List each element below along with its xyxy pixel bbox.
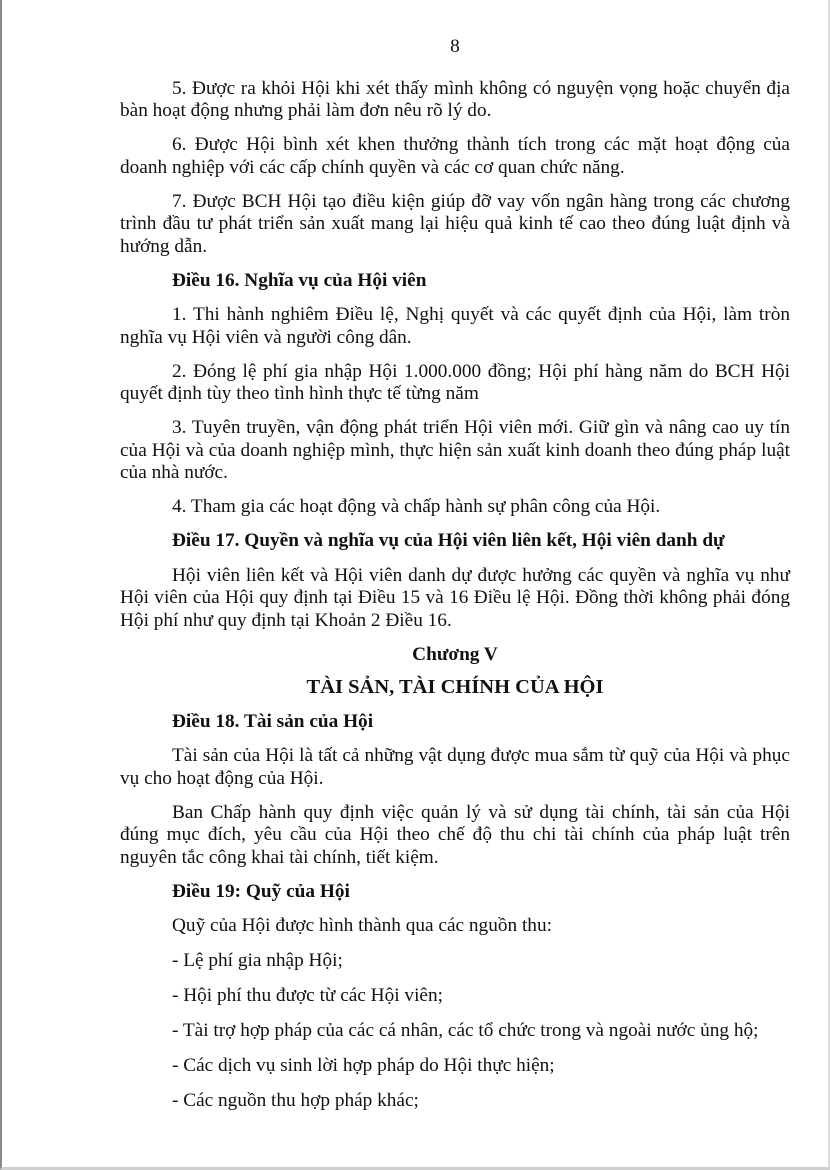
article-16-item-3: 3. Tuyên truyền, vận động phát triển Hội viên mới. Giữ gìn và nâng cao uy tín của Hội và của doanh nghiệp mình, thực hiện sản xuất kinh doanh theo đúng pháp luật của nhà nước.	[120, 417, 790, 483]
page-number: 8	[450, 36, 460, 57]
article-19-intro: Quỹ của Hội được hình thành qua các nguồn thu:	[172, 915, 552, 936]
article-16-heading: Điều 16. Nghĩa vụ của Hội viên	[172, 269, 427, 291]
article-18-para-2: Ban Chấp hành quy định việc quản lý và sử dụng tài chính, tài sản của Hội đúng mục đích, yêu cầu của Hội theo chế độ thu chi tài chính của pháp luật trên nguyên tắc công khai tài chính, tiết kiệm.	[120, 801, 790, 868]
article-16-item-4: 4. Tham gia các hoạt động và chấp hành sự phân công của Hội.	[172, 496, 661, 517]
article-18-para-1: Tài sản của Hội là tất cả những vật dụng được mua sắm từ quỹ của Hội và phục vụ cho hoạt động của Hội.	[120, 745, 790, 789]
fund-source-item: - Hội phí thu được từ các Hội viên;	[172, 985, 443, 1006]
paragraph-right-5: 5. Được ra khỏi Hội khi xét thấy mình không có nguyện vọng hoặc chuyển địa bàn hoạt động nhưng phải làm đơn nêu rõ lý do.	[120, 77, 790, 121]
paragraph-right-6: 6. Được Hội bình xét khen thưởng thành tích trong các mặt hoạt động của doanh nghiệp với các cấp chính quyền và các cơ quan chức năng.	[120, 134, 790, 178]
paragraph-right-7: 7. Được BCH Hội tạo điều kiện giúp đỡ vay vốn ngân hàng trong các chương trình đầu tư phát triển sản xuất mang lại hiệu quả kinh tế cao theo đúng luật định và hướng dẫn.	[120, 190, 790, 257]
fund-source-item: - Lệ phí gia nhập Hội;	[172, 950, 343, 971]
fund-source-item: - Tài trợ hợp pháp của các cá nhân, các tổ chức trong và ngoài nước ủng hộ;	[172, 1020, 759, 1041]
article-19-heading: Điều 19: Quỹ của Hội	[172, 880, 350, 902]
fund-source-item: - Các nguồn thu hợp pháp khác;	[172, 1090, 419, 1111]
chapter-title: TÀI SẢN, TÀI CHÍNH CỦA HỘI	[306, 676, 604, 698]
article-17-body: Hội viên liên kết và Hội viên danh dự được hưởng các quyền và nghĩa vụ như Hội viên của Hội quy định tại Điều 15 và 16 Điều lệ Hội. Đồng thời không phải đóng Hội phí như quy định tại Khoản 2 Điều 16.	[120, 564, 790, 631]
article-18-heading: Điều 18. Tài sản của Hội	[172, 710, 374, 732]
article-17-heading: Điều 17. Quyền và nghĩa vụ của Hội viên liên kết, Hội viên danh dự	[172, 530, 725, 551]
article-16-item-1: 1. Thi hành nghiêm Điều lệ, Nghị quyết và các quyết định của Hội, làm tròn nghĩa vụ Hội viên và người công dân.	[120, 304, 790, 348]
page-content	[120, 36, 790, 1125]
article-16-item-2: 2. Đóng lệ phí gia nhập Hội 1.000.000 đồng; Hội phí hàng năm do BCH Hội quyết định tùy theo tình hình thực tế từng năm	[120, 360, 790, 404]
chapter-label: Chương V	[412, 643, 498, 665]
fund-source-item: - Các dịch vụ sinh lời hợp pháp do Hội thực hiện;	[172, 1055, 555, 1076]
